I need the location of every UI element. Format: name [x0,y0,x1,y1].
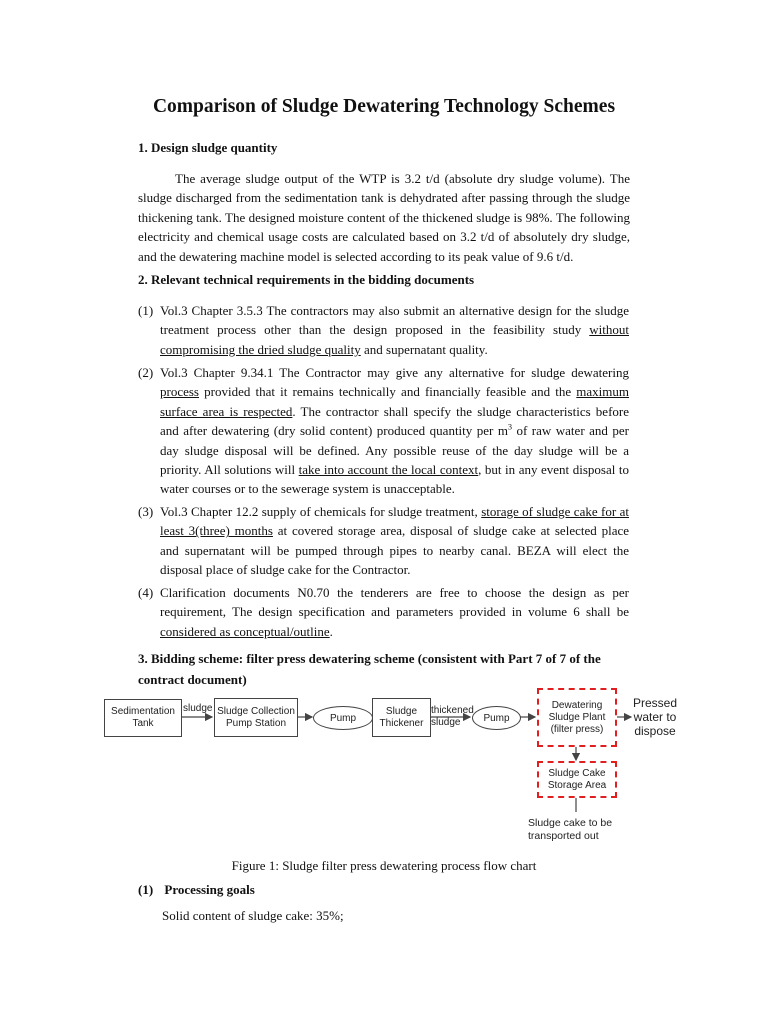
sludge-label: sludge [183,703,213,714]
pump-1-ellipse: Pump [313,706,373,730]
pressed-water-label: Pressed water to dispose [632,696,678,738]
list-number: (4) [138,585,154,600]
pump-2-ellipse: Pump [472,706,521,730]
subsection-number: (1) [138,882,154,897]
cake-storage-box: Sludge Cake Storage Area [537,761,617,798]
section-3-heading: 3. Bidding scheme: filter press dewatering scheme (consistent with Part 7 of 7 of the contract document) [138,651,601,687]
list-text: Clarification documents N0.70 the tenderers are free to choose the design as per requirement, The design specification and parameters provided in volume 6 shall be considered as conceptual/outline. [160,585,629,639]
collection-pump-station-box: Sludge Collection Pump Station [214,698,298,737]
list-number: (3) [138,504,154,519]
list-number: (2) [138,365,154,380]
cake-transport-label: Sludge cake to be transported out [528,817,613,842]
section-1-paragraph: The average sludge output of the WTP is 3.2 t/d (absolute dry sludge volume). The sludge discharged from the sedimentation tank is dehydrated after passing through the sludge thickening tank. The designed moisture content of the thickened sludge is 98%. The following electricity and chemical usage costs are calculated based on 3.2 t/d of absolutely dry sludge, and the dewatering machine model is selected according to its peak value of 9.6 t/d. [138,171,630,264]
dewatering-plant-box: Dewatering Sludge Plant (filter press) [537,688,617,747]
section-2-heading: 2. Relevant technical requirements in the bidding documents [138,272,475,287]
subsection-1-text: Solid content of sludge cake: 35%; [162,908,344,923]
process-flow-chart [104,684,684,849]
page-title: Comparison of Sludge Dewatering Technology Schemes [152,96,616,117]
figure-caption: Figure 1: Sludge filter press dewatering process flow chart [231,858,537,873]
subsection-title: Processing goals [164,882,255,897]
list-number: (1) [138,303,154,318]
subsection-1-heading [138,882,638,898]
list-text: Vol.3 Chapter 9.34.1 The Contractor may give any alternative for sludge dewatering process provided that it remains technically and financially feasible and the maximum surface area is respected. The contractor shall specify the sludge characteristics before and after dewatering (dry solid content) produced quantity per $m^3$ of raw water and per day sludge disposal will be defined. Any possible reuse of the day sludge will be a priority. All solutions will take into account the local context, but in any event disposal to water courses or to the sewerage system is unacceptable. [160,365,629,497]
section-1-heading: 1. Design sludge quantity [138,140,278,155]
list-text: Vol.3 Chapter 3.5.3 The contractors may also submit an alternative design for the sludge treatment process other than the design proposed in the feasibility study without compromising the dried sludge quality and supernatant quality. [160,303,629,357]
sludge-thickener-box: Sludge Thickener [372,698,431,737]
sedimentation-tank-box: Sedimentation Tank [104,699,182,737]
thickened-sludge-label: thickened sludge [431,705,474,728]
list-text: Vol.3 Chapter 12.2 supply of chemicals for sludge treatment, storage of sludge cake for at least 3(three) months at covered storage area, disposal of sludge cake at selected place and supernatant will be pumped through pipes to nearby canal. BEZA will elect the disposal place of sludge cake for the Contractor. [160,504,630,578]
